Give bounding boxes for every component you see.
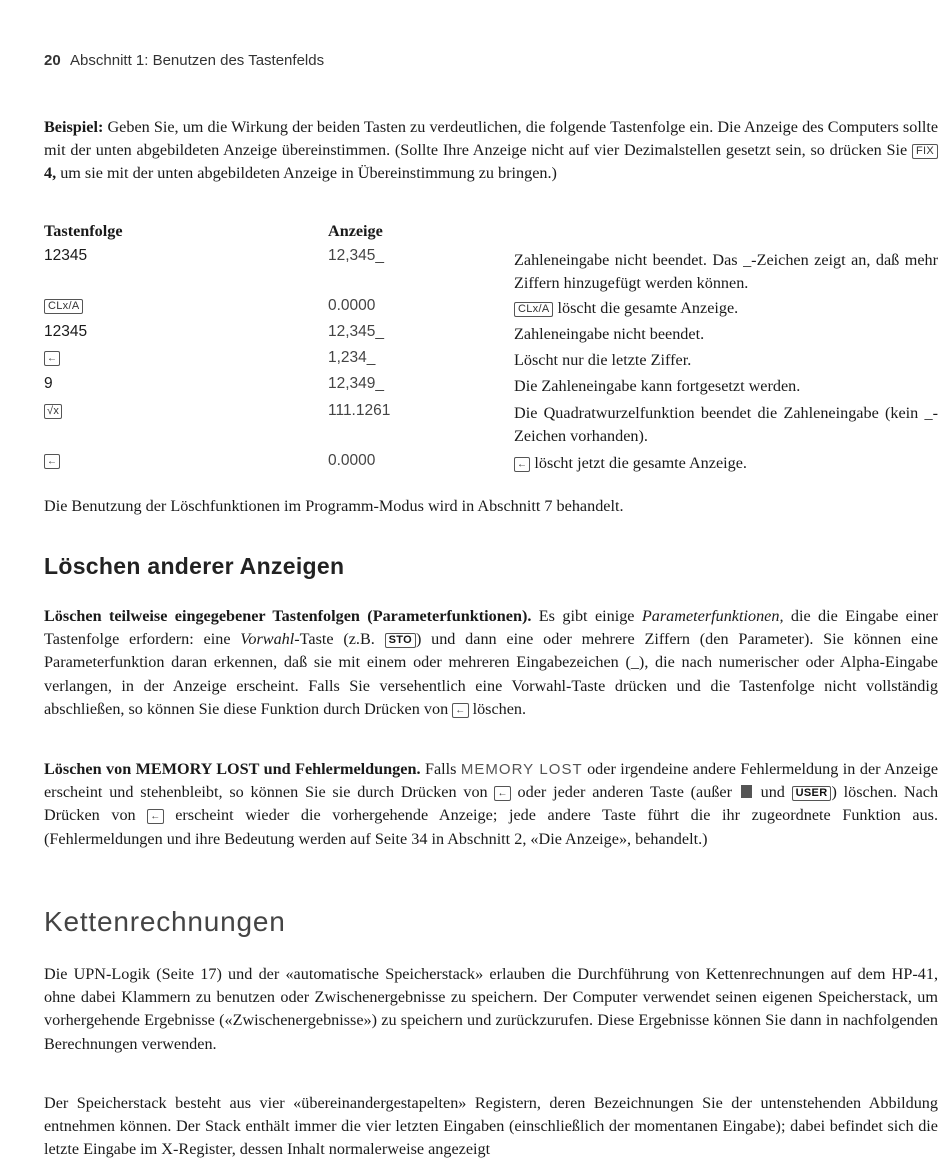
- example-text: Geben Sie, um die Wirkung der beiden Tasten zu verdeutlichen, die folgende Tastenfolge ein. Die Anzeige des Computers sollte mit der unten abgebildeten Anzeige übereinstimmen. (Sollte Ihre Anzeige nicht auf vier Dezimalstellen gesetzt sein, so drücken Sie: [44, 118, 939, 160]
- text: löschen.: [472, 699, 527, 718]
- chain-paragraph-2: Der Speicherstack besteht aus vier «übereinandergestapelten» Registern, deren Bezeichnungen Sie der untenstehenden Abbildung entnehmen können. Der Stack enthält immer die vier letzten Eingaben (einschließlich der momentanen Eingabe); dabei befindet sich die letzte Eingabe im X-Register, dessen Inhalt normalerweise angezeigt: [44, 1094, 938, 1159]
- text: ) und dann eine oder mehrere Ziffern (den Parameter). Sie können eine Parameterfunktion daran erkennen, daß sie mit einem oder mehreren Eingabezeichen (_), die nach numerischer oder Alpha-Eingabe verlangen, in der Anzeige erscheint. Falls Sie versehentlich eine Vorwahl-Taste drücken und die Tastenfolge nicht vollständig abschließen, so können Sie diese Funktion durch Drücken von: [44, 630, 939, 718]
- text: Es gibt einige: [538, 607, 635, 625]
- text: oder jeder anderen Taste (außer: [517, 783, 732, 802]
- display-cell: 12,349_: [328, 375, 385, 392]
- text: -Taste (z.B.: [294, 630, 375, 649]
- description-text: löscht die gesamte Anzeige.: [557, 299, 739, 317]
- display-cell: 12,345_: [328, 247, 385, 264]
- italic-term: Parameterfunktionen,: [641, 607, 784, 625]
- example-paragraph: [44, 116, 938, 186]
- section-title-chain-calculations: Kettenrechnungen: [44, 906, 286, 937]
- header-display: Anzeige: [328, 222, 383, 240]
- description-cell: [514, 452, 938, 475]
- memory-lost-paragraph: [44, 758, 938, 851]
- sqrt-key-icon: √x: [44, 404, 62, 419]
- running-title: Abschnitt 1: Benutzen des Tastenfelds: [70, 52, 325, 69]
- description-cell: Zahleneingabe nicht beendet. Das _-Zeichen zeigt an, daß mehr Ziffern hinzugefügt werden können.: [514, 251, 938, 293]
- text: die die Eingabe einer Tastenfolge erfordern: eine: [44, 607, 938, 649]
- sto-key: STO: [385, 633, 416, 648]
- keys-cell: 12345: [44, 247, 88, 264]
- example-label: Beispiel:: [44, 118, 104, 136]
- backspace-key-icon: ←: [44, 454, 60, 469]
- display-cell: 0.0000: [328, 297, 376, 314]
- user-key: USER: [792, 786, 832, 801]
- display-cell: 111.1261: [328, 402, 391, 419]
- backspace-key-icon: ←: [494, 786, 510, 801]
- paragraph-lead: Löschen von MEMORY LOST und Fehlermeldungen.: [44, 760, 421, 778]
- text: oder irgendeine andere Fehlermeldung in der Anzeige erscheint und stehenbleibt, so können Sie sie durch Drücken von: [44, 760, 938, 802]
- backspace-key-icon: ←: [44, 351, 60, 366]
- description-cell: Die Zahleneingabe kann fortgesetzt werden.: [514, 377, 801, 395]
- clx-key: CLx/A: [514, 302, 553, 317]
- italic-term: Vorwahl: [240, 630, 295, 649]
- chain-paragraph-1: Die UPN-Logik (Seite 17) und der «automatische Speicherstack» erlauben die Durchführung von Kettenrechnungen auf dem HP-41, ohne dabei Klammern zu benutzen oder Zwischenergebnisse zu speichern. Der Computer verwendet seinen eigenen Speicherstack, um vorhergehende Ergebnisse («Zwischenergebnisse») zu speichern und zurückzurufen. Diese Ergebnisse können Sie dann in nachfolgenden Berechnungen verwenden.: [44, 965, 938, 1053]
- description-cell: Die Quadratwurzelfunktion beendet die Zahleneingabe (kein _-Zeichen vorhanden).: [514, 404, 938, 446]
- backspace-key-icon: ←: [514, 457, 530, 472]
- example-digit: 4,: [44, 164, 57, 183]
- fix-key: FIX: [912, 144, 938, 159]
- display-cell: 12,345_: [328, 323, 385, 340]
- memory-lost-display: MEMORY LOST: [460, 761, 583, 778]
- keys-cell: 12345: [44, 323, 88, 340]
- description-cell: Zahleneingabe nicht beendet.: [514, 325, 705, 343]
- backspace-key-icon: ←: [452, 703, 468, 718]
- shift-key-icon: [741, 785, 752, 798]
- display-cell: 0.0000: [328, 452, 376, 469]
- text: Falls: [424, 760, 457, 778]
- parameter-functions-paragraph: [44, 605, 938, 721]
- description-cell: [514, 297, 938, 320]
- text: und: [760, 783, 785, 802]
- text: ) löschen. Nach Drücken von: [44, 783, 939, 825]
- program-mode-note: Die Benutzung der Löschfunktionen im Programm-Modus wird in Abschnitt 7 behandelt.: [44, 497, 624, 515]
- description-cell: Löscht nur die letzte Ziffer.: [514, 351, 692, 369]
- page-header: [44, 52, 324, 69]
- section-title-clear-other: Löschen anderer Anzeigen: [44, 553, 345, 579]
- description-text: löscht jetzt die gesamte Anzeige.: [534, 454, 747, 472]
- text: erscheint wieder die vorhergehende Anzeige; jede andere Taste führt die ihr zugeordnete Funktion aus. (Fehlermeldungen und ihre Bedeutung werden auf Seite 34 in Abschnitt 2, «Die Anzeige», behandelt.): [44, 806, 939, 848]
- paragraph-lead: Löschen teilweise eingegebener Tastenfolgen (Parameterfunktionen).: [44, 607, 532, 625]
- display-cell: 1,234_: [328, 349, 376, 366]
- keys-cell: 9: [44, 375, 53, 392]
- example-text-end: um sie mit der unten abgebildeten Anzeige in Übereinstimmung zu bringen.): [60, 164, 557, 183]
- header-keys: Tastenfolge: [44, 222, 123, 240]
- clx-key: CLx/A: [44, 299, 83, 314]
- page-number: 20: [44, 52, 61, 69]
- backspace-key-icon: ←: [147, 809, 163, 824]
